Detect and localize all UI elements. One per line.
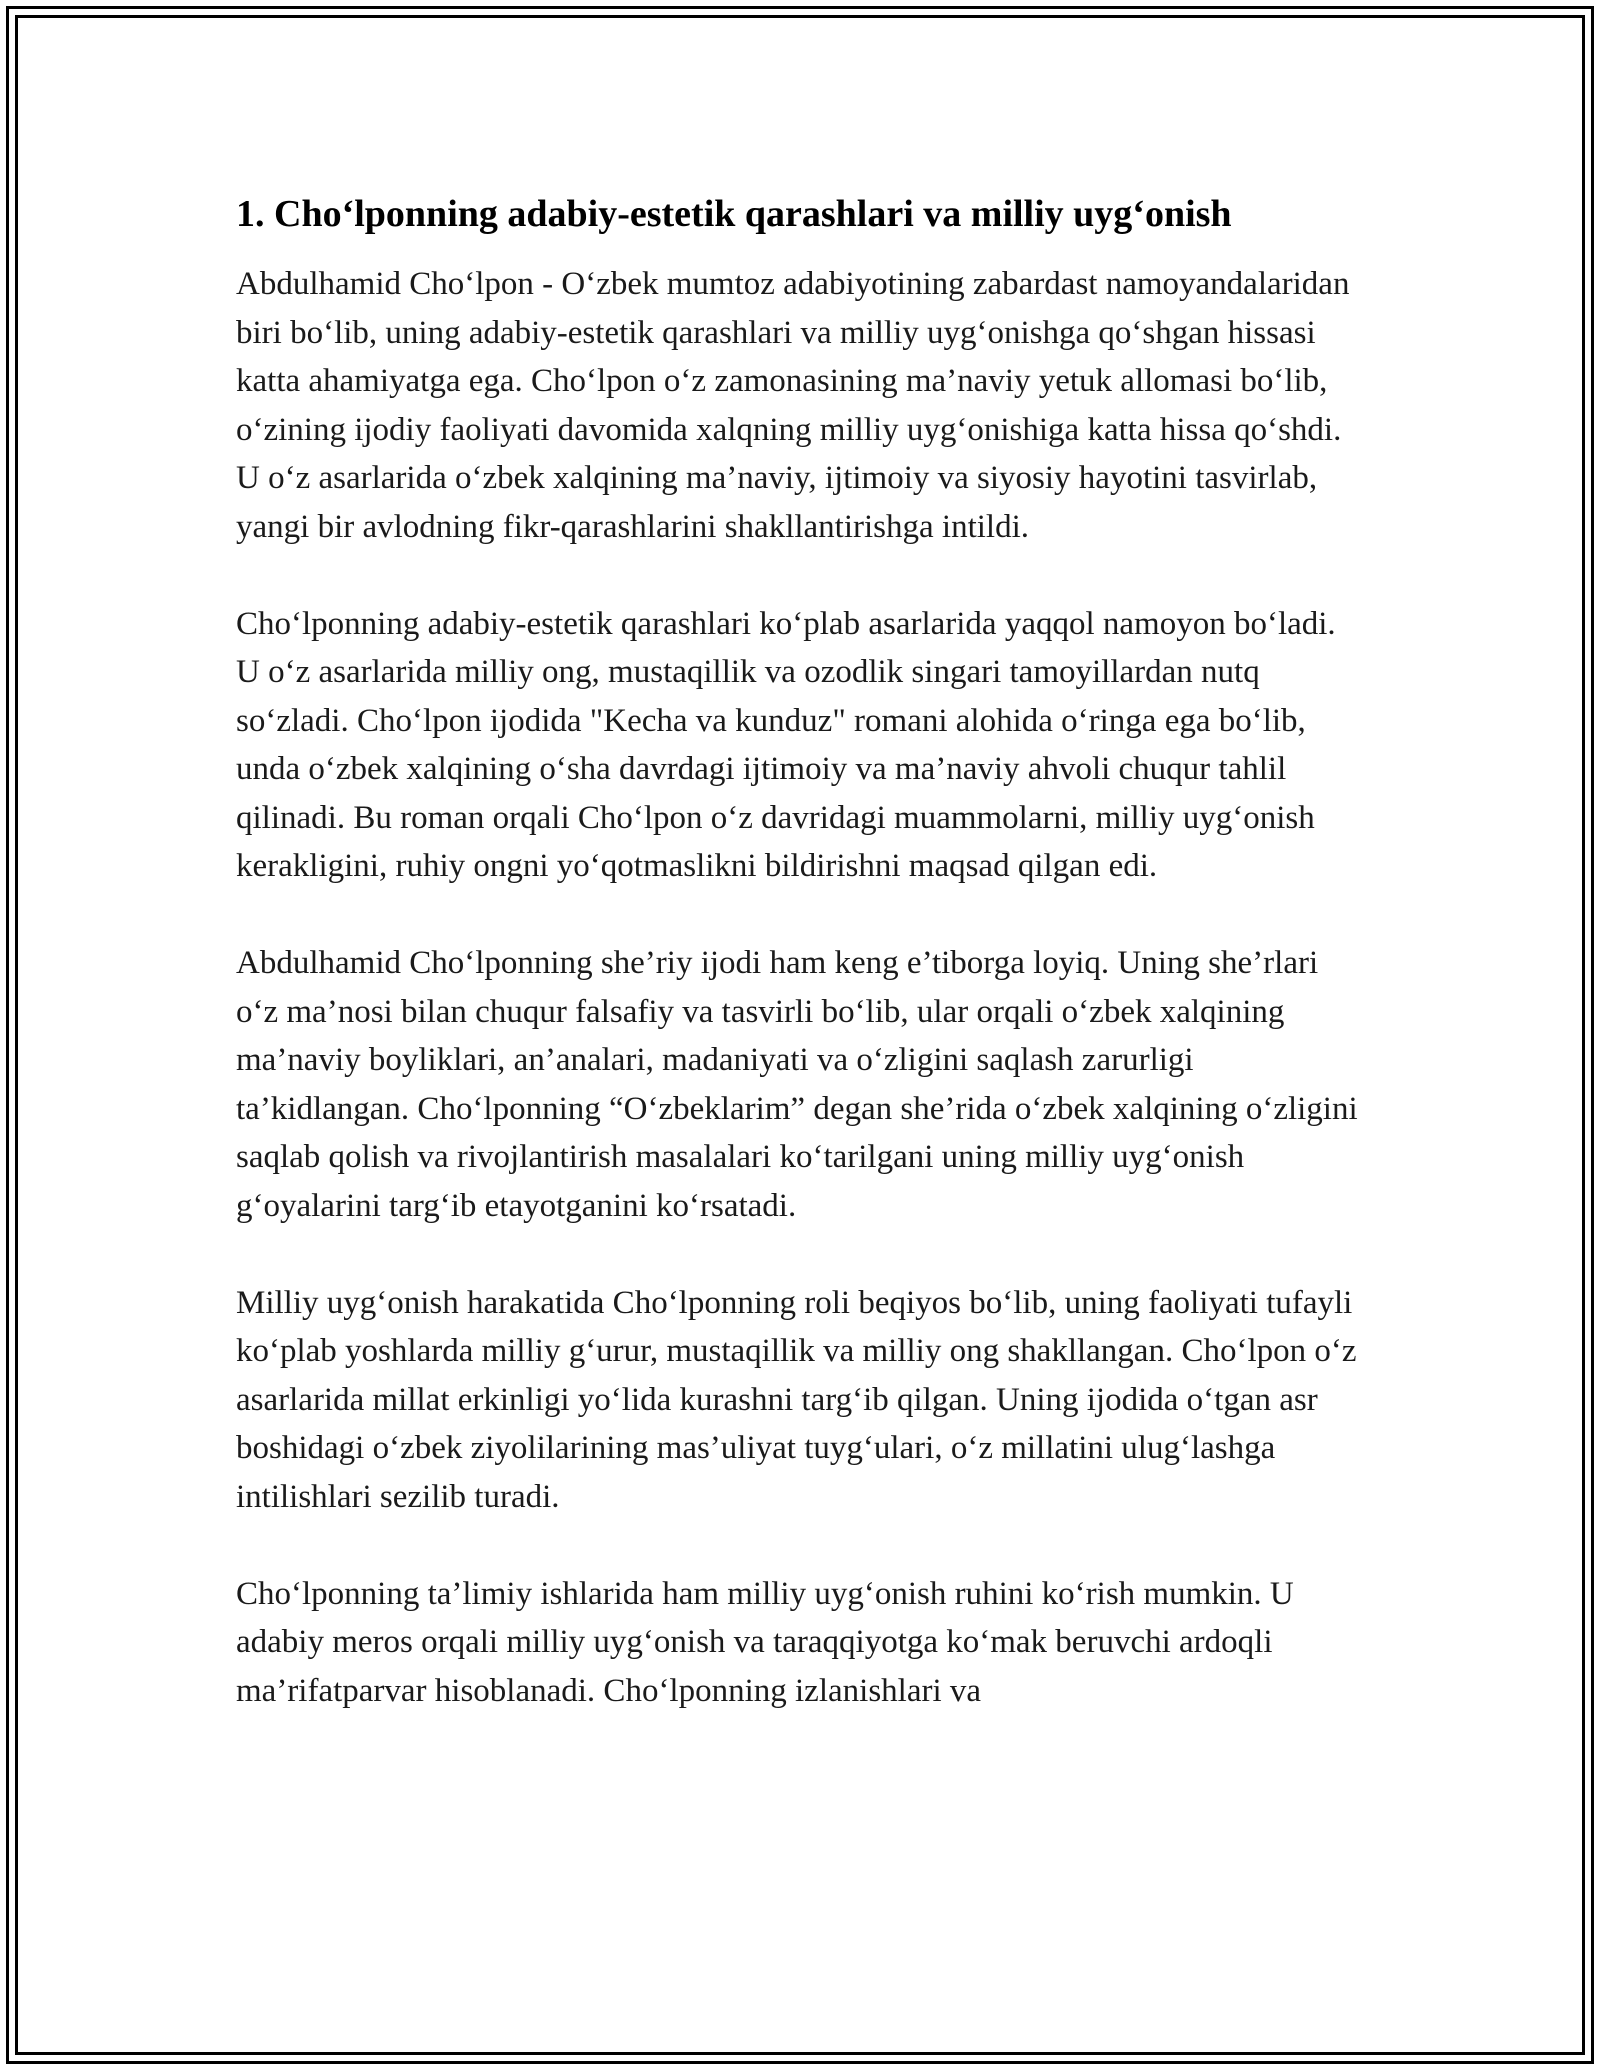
paragraph-3: Abdulhamid Cho‘lponning she’riy ijodi ham keng e’tiborga loyiq. Uning she’rlari o‘z ma’nosi bilan chuqur falsafiy va tasvirli bo‘lib, ular orqali o‘zbek xalqining ma’naviy boyliklari, an’analari, madaniyati va o‘zligini saqlash zarurligi ta’kidlangan. Cho‘lponning “O‘zbeklarim” degan she’rida o‘zbek xalqining o‘zligini saqlab qolish va rivojlantirish masalalari ko‘tarilgani uning milliy uyg‘onish g‘oyalarini targ‘ib etayotganini ko‘rsatadi. <box>236 945 1358 1224</box>
paragraph-2: Cho‘lponning adabiy-estetik qarashlari ko‘plab asarlarida yaqqol namoyon bo‘ladi. U o‘z asarlarida milliy ong, mustaqillik va ozodlik singari tamoyillardan nutq so‘zladi. Cho‘lpon ijodida "Kecha va kunduz" romani alohida o‘ringa ega bo‘lib, unda o‘zbek xalqining o‘sha davrdagi ijtimoiy va ma’naviy ahvoli chuqur tahlil qilinadi. Bu roman orqali Cho‘lpon o‘z davridagi muammolarni, milliy uyg‘onish kerakligini, ruhiy ongni yo‘qotmaslikni bildirishni maqsad qilgan edi. <box>236 605 1336 884</box>
document-body <box>236 188 1364 1764</box>
paragraph-1: Abdulhamid Cho‘lpon - O‘zbek mumtoz adabiyotining zabardast namoyandalaridan biri bo‘lib, uning adabiy-estetik qarashlari va milliy uyg‘onishga qo‘shgan hissasi katta ahamiyatga ega. Cho‘lpon o‘z zamonasining ma’naviy yetuk allomasi bo‘lib, o‘zining ijodiy faoliyati davomida xalqning milliy uyg‘onishiga katta hissa qo‘shdi. U o‘z asarlarida o‘zbek xalqining ma’naviy, ijtimoiy va siyosiy hayotini tasvirlab, yangi bir avlodning fikr-qarashlarini shakllantirishga intildi. <box>236 266 1350 545</box>
paragraph-4: Milliy uyg‘onish harakatida Cho‘lponning roli beqiyos bo‘lib, uning faoliyati tufayli ko‘plab yoshlarda milliy g‘urur, mustaqillik va milliy ong shakllangan. Cho‘lpon o‘z asarlarida millat erkinligi yo‘lida kurashni targ‘ib qilgan. Uning ijodida o‘tgan asr boshidagi o‘zbek ziyolilarining mas’uliyat tuyg‘ulari, o‘z millatini ulug‘lashga intilishlari sezilib turadi. <box>236 1284 1357 1515</box>
section-heading: 1. Cho‘lponning adabiy-estetik qarashlari va milliy uyg‘onish <box>236 193 1232 235</box>
paragraph-5: Cho‘lponning ta’limiy ishlarida ham milliy uyg‘onish ruhini ko‘rish mumkin. U adabiy meros orqali milliy uyg‘onish va taraqqiyotga ko‘mak beruvchi ardoqli ma’rifatparvar hisoblanadi. Cho‘lponning izlanishlari va <box>236 1575 1294 1709</box>
